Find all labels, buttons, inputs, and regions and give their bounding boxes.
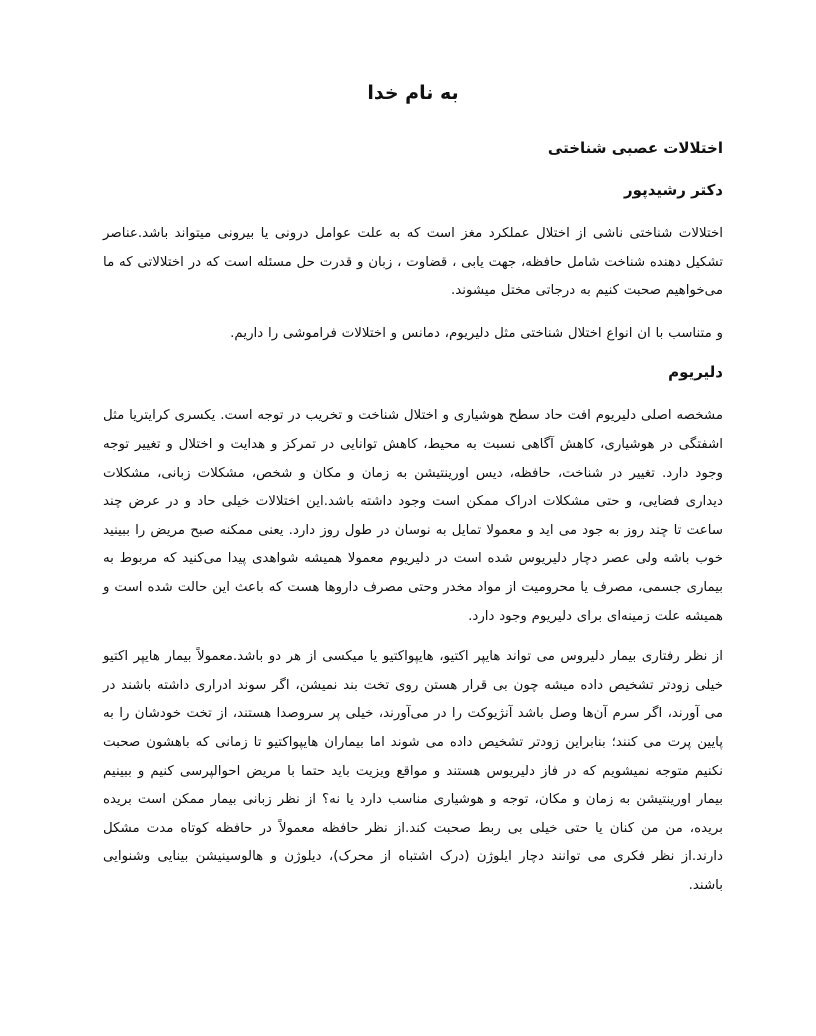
delirium-heading: دلیریوم <box>668 363 723 382</box>
delirium-paragraph-2: از نظر رفتاری بیمار دلیروس می تواند هایپر اکتیو، هایپواکتیو یا میکسی از هر دو باشد.معمولاً بیمار هایپر اکتیو خیلی زودتر تشخیص داده میشه چون بی قرار هستن روی تخت بند نمیشن، اگر سوند ادراری داشته باشند در می آورند، اگر سرم آن‌ها وصل باشد آنژیوکت را در می‌آورند، خیلی پر سروصدا هستند، از تخت خودشان را به پایین پرت می کنند؛ بنابراین زودتر تشخیص داده می شوند اما بیماران هایپواکتیو تا زمانی که باهشون صحبت نکنیم متوجه نمیشویم که در فاز دلیریوس هستند و مواقع ویزیت باید حتما با مریض احوالپرسی کنیم و ببینیم بیمار اورینتیشن به زمان و مکان، توجه و هوشیاری مناسب دارد یا نه؟ از نظر زبانی بیمار ممکن است بریده بریده، من من کنان یا حتی خیلی بی ربط صحبت کند.از نظر حافظه معمولاً در حافظه کوتاه مدت مشکل دارند.از نظر فکری می توانند دچار ایلوژن (درک اشتباه از محرک)، دیلوژن و هالوسینیشن بینایی وشنوایی باشند. <box>103 649 723 893</box>
main-heading: اختلالات عصبی شناختی <box>547 139 723 157</box>
author-name: دکتر رشیدپور <box>624 181 723 199</box>
delirium-paragraph-1: مشخصه اصلی دلیریوم افت حاد سطح هوشیاری و اختلال شناخت و تخریب در توجه است. یکسری کرایتریا مثل اشفتگی در هوشیاری، کاهش آگاهی نسبت به محیط، کاهش توانایی در تمرکز و هدایت و اختلال و تغییر توجه وجود دارد. تغییر در شناخت، حافظه، دیس اورینتیشن به زمان و مکان و شخص، مشکلات زبانی، مشکلات دیداری فضایی، و حتی مشکلات ادراک ممکن است وجود داشته باشد.این اختلالات خیلی حاد و در عرض چند ساعت تا چند روز به جود می اید و معمولا تمایل به نوسان در طول روز دارد. یعنی ممکنه صبح مریض را ببینید خوب باشه ولی عصر دچار دلیریوس شده است در دلیریوم معمولا همیشه شواهدی پیدا می‌کنید که مربوط به بیماری جسمی، مصرف یا محرومیت از مواد مخدر وحتی مصرف داروها هست که باعث این حالت شده است و همیشه علت زمینه‌ای برای دلیریوم وجود دارد. <box>103 408 723 624</box>
types-paragraph: و متناسب با ان انواع اختلال شناختی مثل دلیریوم، دمانس و اختلالات فراموشی را داریم. <box>230 325 723 341</box>
intro-paragraph: اختلالات شناختی ناشی از اختلال عملکرد مغز است که به علت عوامل درونی یا بیرونی میتواند باشد.عناصر تشکیل دهنده شناخت شامل حافظه، جهت یابی ، قضاوت ، زبان و قدرت حل مسئله است که در اختلالاتی که ما می‌خواهیم صحبت کنیم به درجاتی مختل میشوند. <box>103 226 723 299</box>
document-body <box>103 78 723 912</box>
document-title: به نام خدا <box>367 82 459 104</box>
